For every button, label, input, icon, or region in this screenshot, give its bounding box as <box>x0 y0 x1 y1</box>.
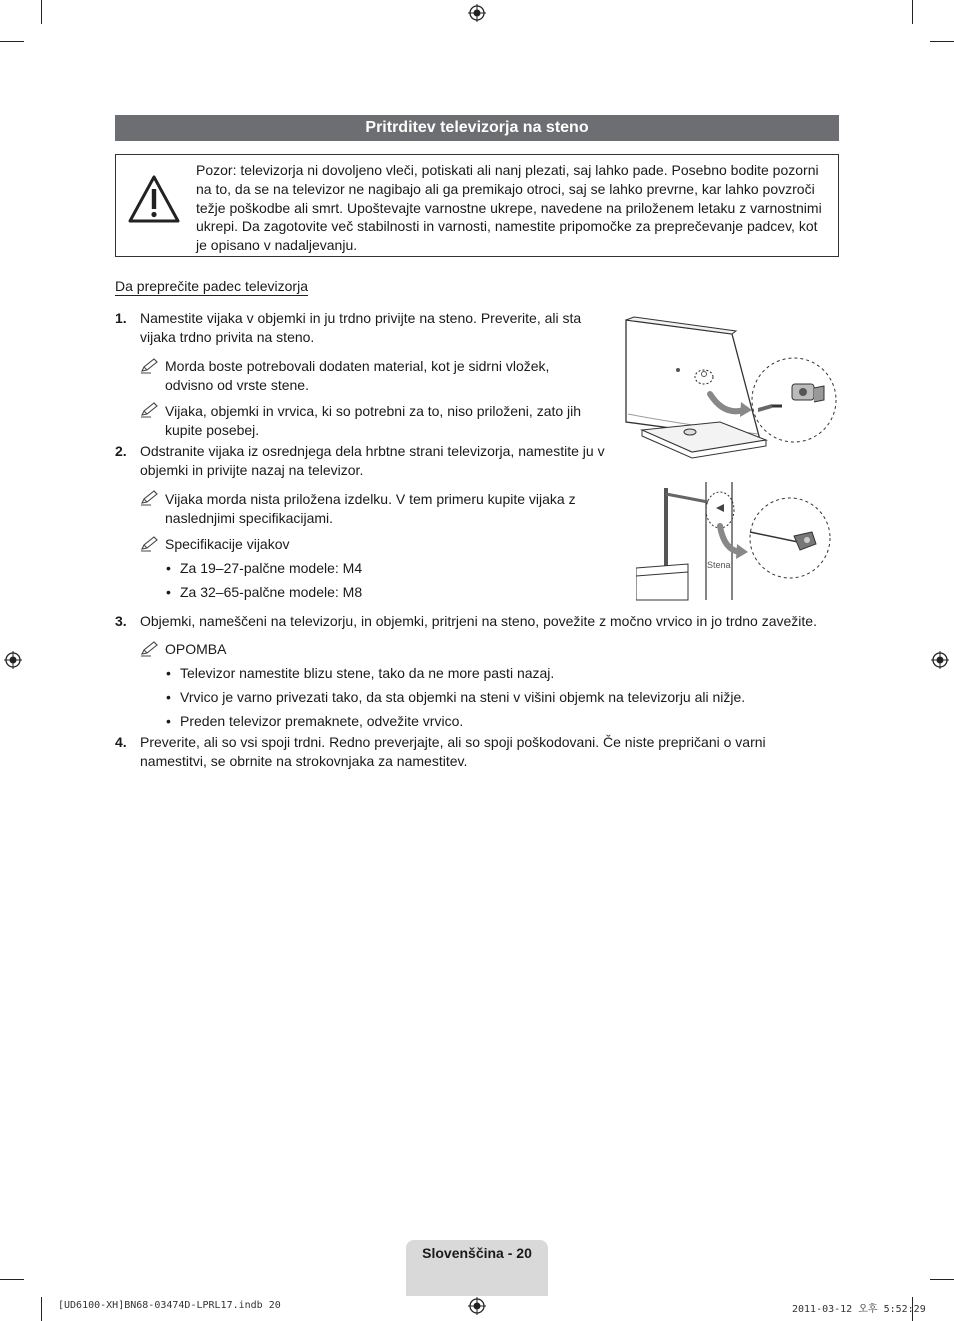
bullet-marker: • <box>166 689 171 705</box>
step-text: vijaka trdno privita na steno. <box>140 329 315 345</box>
step-text: Namestite vijaka v objemki in ju trdno privijte na steno. Preverite, ali sta <box>140 310 582 326</box>
bullet-marker: • <box>166 560 171 576</box>
warning-triangle-icon <box>126 173 182 225</box>
bullet-text: Televizor namestite blizu stene, tako da ne more pasti nazaj. <box>180 665 555 681</box>
step-text: Odstranite vijaka iz osrednjega dela hrbtne strani televizorja, namestite ju v <box>140 443 605 459</box>
note-pencil-icon <box>140 490 160 506</box>
note-text: naslednjimi specifikacijami. <box>165 510 334 526</box>
step-text: namestitvi, se obrnite na strokovnjaka za namestitev. <box>140 753 468 769</box>
crop-mark <box>0 1279 24 1280</box>
step-text: Preverite, ali so vsi spoji trdni. Redno preverjajte, ali so spoji poškodovani. Če niste prepričani o varni <box>140 734 766 750</box>
page-number-label: Slovenščina - 20 <box>422 1245 532 1261</box>
warning-box <box>115 154 839 257</box>
subheading: Da preprečite padec televizorja <box>115 278 308 294</box>
note-text: kupite posebej. <box>165 422 260 438</box>
bullet-marker: • <box>166 713 171 729</box>
crop-mark <box>930 41 954 42</box>
note-pencil-icon <box>140 536 160 552</box>
bullet-text: Preden televizor premaknete, odvežite vrvico. <box>180 713 464 729</box>
step-number: 3. <box>115 613 127 629</box>
tv-back-illustration <box>620 312 840 464</box>
section-title: Pritrditev televizorja na steno <box>115 115 839 141</box>
file-info: [UD6100-XH]BN68-03474D-LPRL17.indb 20 <box>58 1300 281 1311</box>
note-pencil-icon <box>140 358 160 374</box>
step-number: 1. <box>115 310 127 326</box>
bullet-text: Vrvico je varno privezati tako, da sta objemki na steni v višini objemk na televizorju ali nižje. <box>180 689 746 705</box>
note-text: Morda boste potrebovali dodaten material, kot je sidrni vložek, <box>165 358 550 374</box>
note-pencil-icon <box>140 402 160 418</box>
registration-mark-icon <box>4 651 22 669</box>
note-text: Vijaka morda nista priložena izdelku. V tem primeru kupite vijaka z <box>165 491 576 507</box>
registration-mark-icon <box>931 651 949 669</box>
crop-mark <box>41 1297 42 1321</box>
crop-mark <box>0 41 24 42</box>
warning-body: : televizorja ni dovoljeno vleči, potiskati ali nanj plezati, saj lahko pade. Posebno bodite pozorni na to, da se na televizor ne nagibajo ali ga premikajo otroci, saj se lahko prevrne, kar lahko povzroči težje poškodbe ali smrt. Upoštevajte varnostne ukrepe, navedene na priloženem letaku z varnostnimi ukrepi. Da zagotovite več stabilnosti in varnosti, namestite pripomočke za preprečevanje padcev, kot je opisano v nadaljevanju. <box>196 162 822 254</box>
timestamp: 2011-03-12 오후 5:52:29 <box>792 1304 926 1315</box>
step-text: objemki in privijte nazaj na televizor. <box>140 462 364 478</box>
step-text: Objemki, nameščeni na televizorju, in objemki, pritrjeni na steno, povežite z močno vrvico in jo trdno zavežite. <box>140 613 817 629</box>
bullet-text: Za 32–65-palčne modele: M8 <box>180 584 363 600</box>
crop-mark <box>930 1279 954 1280</box>
crop-mark <box>41 0 42 24</box>
registration-mark-icon <box>468 1297 486 1315</box>
registration-mark-icon <box>468 4 486 22</box>
crop-mark <box>912 0 913 24</box>
note-text: OPOMBA <box>165 641 227 657</box>
warning-text <box>196 161 826 255</box>
note-text: Specifikacije vijakov <box>165 536 290 552</box>
wall-label: Stena <box>707 560 731 570</box>
step-number: 4. <box>115 734 127 750</box>
bullet-text: Za 19–27-palčne modele: M4 <box>180 560 363 576</box>
wall-illustration <box>636 480 838 602</box>
note-text: odvisno od vrste stene. <box>165 377 309 393</box>
note-text: Vijaka, objemki in vrvica, ki so potrebni za to, niso priloženi, zato jih <box>165 403 582 419</box>
bullet-marker: • <box>166 584 171 600</box>
step-number: 2. <box>115 443 127 459</box>
bullet-marker: • <box>166 665 171 681</box>
note-pencil-icon <box>140 641 160 657</box>
warning-lead: Pozor <box>196 162 233 178</box>
